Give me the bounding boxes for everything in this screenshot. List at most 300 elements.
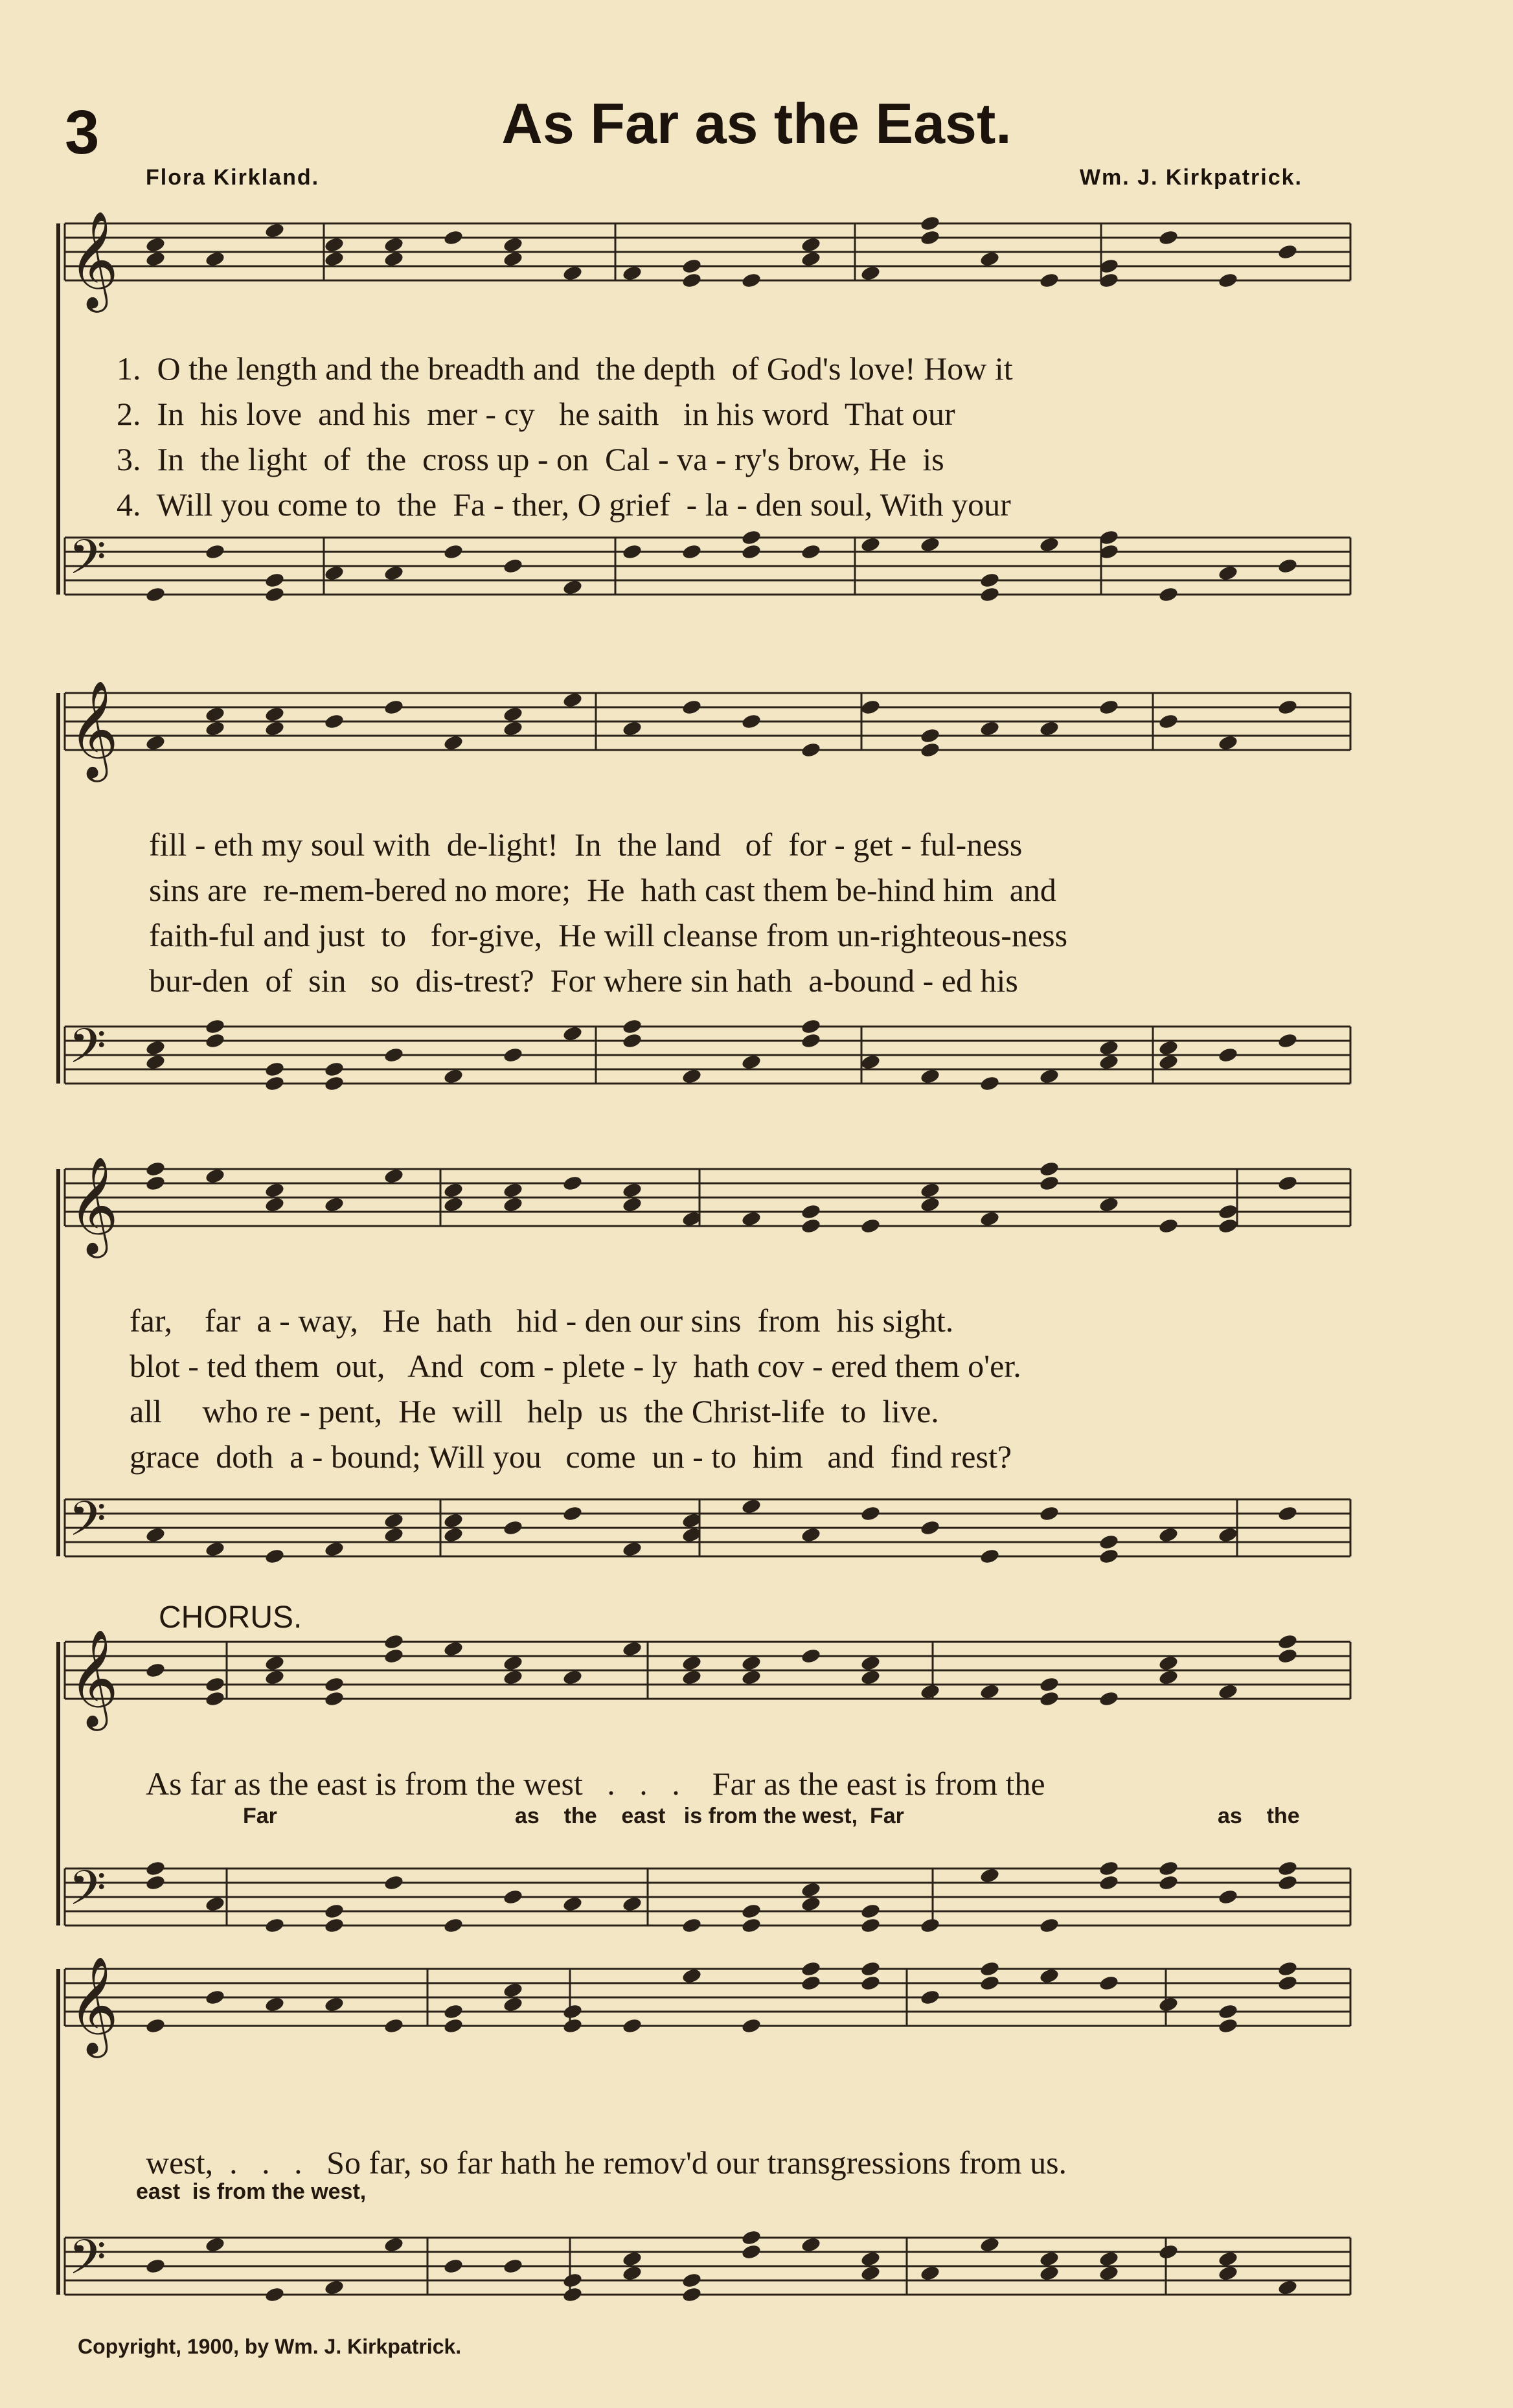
- note-head: [622, 1032, 643, 1049]
- note-head: [383, 236, 404, 253]
- note-head: [801, 251, 821, 267]
- note-head: [145, 1175, 166, 1192]
- note-head: [383, 2236, 404, 2253]
- note-head: [1218, 1683, 1238, 1700]
- note-head: [503, 1519, 523, 1536]
- note-head: [145, 1662, 166, 1679]
- note-head: [205, 251, 225, 267]
- note-head: [920, 1068, 940, 1085]
- clef-glyph: 𝄞: [69, 1955, 119, 2054]
- note-head: [860, 2265, 881, 2282]
- note-head: [383, 699, 404, 716]
- note-head: [979, 1683, 1000, 1700]
- note-head: [1158, 1996, 1179, 2013]
- verse-2-line-2: sins are re-mem-bered no more; He hath cast them be-hind him and: [149, 872, 1056, 908]
- note-head: [383, 1168, 404, 1185]
- verse-3-line-1: 3. In the light of the cross up - on Cal - va - ry's brow, He is: [117, 441, 944, 477]
- note-head: [503, 1996, 523, 2013]
- note-head: [1039, 1505, 1060, 1522]
- note-head: [562, 2286, 583, 2303]
- verse-1-line-1: 1. O the length and the breadth and the depth of God's love! How it: [117, 350, 1013, 387]
- note-head: [145, 586, 166, 603]
- note-head: [801, 1960, 821, 1977]
- note-head: [264, 1669, 285, 1686]
- note-head: [681, 258, 702, 275]
- note-head: [860, 1655, 881, 1672]
- clef-glyph: 𝄢: [69, 1018, 106, 1086]
- note-head: [920, 215, 940, 232]
- note-head: [503, 1047, 523, 1063]
- note-head: [681, 1917, 702, 1934]
- note-head: [979, 720, 1000, 737]
- note-head: [681, 1669, 702, 1686]
- note-head: [920, 1196, 940, 1213]
- note-head: [443, 1182, 464, 1199]
- note-head: [443, 229, 464, 246]
- note-head: [622, 2265, 643, 2282]
- note-head: [622, 1196, 643, 1213]
- note-head: [979, 2236, 1000, 2253]
- note-head: [503, 1196, 523, 1213]
- note-head: [801, 236, 821, 253]
- clef-glyph: 𝄢: [69, 1860, 106, 1928]
- note-head: [562, 692, 583, 709]
- note-head: [443, 734, 464, 751]
- note-head: [503, 720, 523, 737]
- note-head: [801, 1975, 821, 1992]
- note-head: [1218, 2003, 1238, 2020]
- note-head: [1277, 244, 1298, 260]
- note-head: [264, 706, 285, 723]
- clef-glyph: 𝄢: [69, 529, 106, 597]
- note-head: [741, 1210, 762, 1227]
- verse-2-line-3: blot - ted them out, And com - plete - ly hath cov - ered them o'er.: [130, 1348, 1021, 1384]
- note-head: [145, 1054, 166, 1071]
- note-head: [145, 2258, 166, 2275]
- note-head: [1277, 1175, 1298, 1192]
- note-head: [622, 720, 643, 737]
- clef-glyph: 𝄞: [69, 1628, 119, 1727]
- chorus-bass-lyric-a: Far: [243, 1804, 277, 1828]
- note-head: [622, 1641, 643, 1657]
- note-head: [1158, 2243, 1179, 2260]
- note-head: [920, 1683, 940, 1700]
- hymn-title: As Far as the East.: [501, 91, 1012, 155]
- note-head: [562, 579, 583, 596]
- verse-3-line-2: faith-ful and just to for-give, He will cleanse from un-righteous-ness: [149, 917, 1068, 953]
- note-head: [562, 1025, 583, 1042]
- note-head: [324, 1196, 345, 1213]
- note-head: [145, 734, 166, 751]
- note-head: [264, 2286, 285, 2303]
- chorus-label: CHORUS.: [159, 1600, 302, 1635]
- note-head: [979, 251, 1000, 267]
- note-head: [1039, 1676, 1060, 1693]
- note-head: [264, 720, 285, 737]
- note-head: [264, 1548, 285, 1565]
- note-head: [860, 1218, 881, 1234]
- note-head: [801, 1527, 821, 1543]
- hymn-number: 3: [65, 98, 100, 167]
- note-head: [383, 1047, 404, 1063]
- note-head: [979, 1867, 1000, 1884]
- note-head: [1158, 1655, 1179, 1672]
- note-head: [562, 1896, 583, 1913]
- note-head: [145, 1874, 166, 1891]
- note-head: [443, 1068, 464, 1085]
- note-head: [801, 1032, 821, 1049]
- note-head: [1039, 1068, 1060, 1085]
- note-head: [1098, 1548, 1119, 1565]
- note-head: [920, 1989, 940, 2006]
- note-head: [979, 1975, 1000, 1992]
- note-head: [503, 558, 523, 574]
- note-head: [1039, 720, 1060, 737]
- note-head: [1218, 2265, 1238, 2282]
- note-head: [1039, 1690, 1060, 1707]
- note-head: [1039, 1161, 1060, 1177]
- note-head: [801, 1018, 821, 1035]
- note-head: [1277, 558, 1298, 574]
- note-head: [801, 742, 821, 758]
- composer-credit: Wm. J. Kirkpatrick.: [1079, 165, 1303, 190]
- chorus-line-1: As far as the east is from the west . . . Far as the east is from the: [146, 1766, 1045, 1802]
- note-head: [145, 2017, 166, 2034]
- note-head: [145, 1039, 166, 1056]
- note-head: [1158, 586, 1179, 603]
- note-head: [1277, 1975, 1298, 1992]
- note-head: [1158, 1860, 1179, 1877]
- chorus-line-2: west, . . . So far, so far hath he remov'd our transgressions from us.: [146, 2144, 1067, 2181]
- note-head: [1158, 1054, 1179, 1071]
- note-head: [681, 1068, 702, 1085]
- note-head: [383, 2017, 404, 2034]
- note-head: [920, 1519, 940, 1536]
- chorus-bass-lyric-b: as the east is from the west, Far: [515, 1804, 904, 1828]
- note-head: [145, 1527, 166, 1543]
- note-head: [1098, 1690, 1119, 1707]
- note-head: [1158, 1527, 1179, 1543]
- note-head: [741, 713, 762, 730]
- clef-glyph: 𝄞: [69, 1155, 119, 1254]
- note-head: [324, 1676, 345, 1693]
- note-head: [741, 529, 762, 546]
- note-head: [443, 1527, 464, 1543]
- note-head: [145, 1161, 166, 1177]
- verse-2-line-1: 2. In his love and his mer - cy he saith in his word That our: [117, 396, 955, 432]
- note-head: [503, 1655, 523, 1672]
- note-head: [1218, 1527, 1238, 1543]
- note-head: [264, 586, 285, 603]
- staff-lines: [58, 223, 1350, 2295]
- note-head: [681, 2286, 702, 2303]
- note-head: [979, 1960, 1000, 1977]
- note-head: [145, 1860, 166, 1877]
- note-head: [1039, 1968, 1060, 1984]
- chorus-bass-lyric-2: east is from the west,: [136, 2179, 367, 2204]
- note-head: [1218, 565, 1238, 582]
- note-head: [503, 1889, 523, 1905]
- note-head: [205, 1676, 225, 1693]
- note-head: [383, 565, 404, 582]
- note-head: [205, 1541, 225, 1558]
- note-head: [622, 2251, 643, 2267]
- note-head: [324, 1075, 345, 1092]
- note-head: [443, 2258, 464, 2275]
- note-head: [860, 1903, 881, 1920]
- note-head: [1039, 2251, 1060, 2267]
- note-head: [622, 1541, 643, 1558]
- note-head: [383, 1874, 404, 1891]
- note-head: [801, 1648, 821, 1664]
- note-head: [264, 222, 285, 239]
- note-head: [324, 1903, 345, 1920]
- note-head: [205, 1168, 225, 1185]
- note-head: [264, 1917, 285, 1934]
- verse-3-line-3: all who re - pent, He will help us the Christ-life to live.: [130, 1393, 939, 1429]
- note-head: [1277, 1032, 1298, 1049]
- note-head: [1277, 699, 1298, 716]
- note-head: [145, 236, 166, 253]
- note-head: [860, 2251, 881, 2267]
- note-head: [1098, 1975, 1119, 1992]
- note-head: [741, 1669, 762, 1686]
- note-head: [622, 1182, 643, 1199]
- note-head: [622, 265, 643, 282]
- note-head: [860, 1054, 881, 1071]
- note-head: [324, 1690, 345, 1707]
- note-head: [860, 536, 881, 553]
- note-head: [860, 1960, 881, 1977]
- note-head: [920, 727, 940, 744]
- clef-glyph: 𝄢: [69, 1491, 106, 1559]
- note-head: [503, 706, 523, 723]
- note-head: [443, 1917, 464, 1934]
- note-head: [1218, 1889, 1238, 1905]
- note-head: [1098, 1874, 1119, 1891]
- note-head: [324, 565, 345, 582]
- note-head: [920, 2265, 940, 2282]
- note-head: [801, 1203, 821, 1220]
- note-head: [920, 742, 940, 758]
- note-head: [1158, 1218, 1179, 1234]
- note-head: [920, 536, 940, 553]
- note-head: [503, 1669, 523, 1686]
- note-head: [741, 2243, 762, 2260]
- note-head: [1039, 1917, 1060, 1934]
- note-head: [860, 1669, 881, 1686]
- note-head: [503, 1182, 523, 1199]
- note-head: [205, 2236, 225, 2253]
- note-head: [1277, 1633, 1298, 1650]
- note-head: [324, 713, 345, 730]
- note-head: [681, 699, 702, 716]
- note-head: [622, 1896, 643, 1913]
- copyright-notice: Copyright, 1900, by Wm. J. Kirkpatrick.: [78, 2335, 462, 2358]
- note-head: [324, 1541, 345, 1558]
- note-head: [920, 229, 940, 246]
- author-credit: Flora Kirkland.: [146, 165, 320, 190]
- note-head: [1277, 1874, 1298, 1891]
- note-head: [324, 1917, 345, 1934]
- note-head: [622, 543, 643, 560]
- note-head: [1098, 1860, 1119, 1877]
- note-heads: [145, 215, 1298, 2303]
- note-head: [562, 1669, 583, 1686]
- note-head: [622, 1018, 643, 1035]
- note-head: [1277, 1960, 1298, 1977]
- note-head: [1277, 1505, 1298, 1522]
- note-head: [205, 706, 225, 723]
- note-head: [562, 2003, 583, 2020]
- note-head: [860, 1917, 881, 1934]
- note-head: [145, 251, 166, 267]
- note-head: [1158, 229, 1179, 246]
- note-head: [503, 251, 523, 267]
- note-head: [979, 1210, 1000, 1227]
- note-head: [264, 1655, 285, 1672]
- note-head: [264, 1996, 285, 2013]
- note-head: [383, 1527, 404, 1543]
- note-head: [681, 1655, 702, 1672]
- note-head: [264, 572, 285, 589]
- note-head: [1158, 713, 1179, 730]
- note-head: [741, 543, 762, 560]
- note-head: [1218, 272, 1238, 289]
- note-head: [264, 1075, 285, 1092]
- note-head: [920, 1182, 940, 1199]
- note-head: [1158, 1669, 1179, 1686]
- note-head: [622, 2017, 643, 2034]
- note-head: [1218, 2251, 1238, 2267]
- note-head: [860, 265, 881, 282]
- note-head: [562, 1175, 583, 1192]
- note-head: [1039, 272, 1060, 289]
- note-head: [443, 1641, 464, 1657]
- note-head: [383, 1512, 404, 1529]
- note-head: [443, 2017, 464, 2034]
- note-head: [264, 1182, 285, 1199]
- note-head: [741, 1054, 762, 1071]
- note-head: [920, 1917, 940, 1934]
- note-head: [205, 1018, 225, 1035]
- verse-4-line-3: grace doth a - bound; Will you come un - to him and find rest?: [130, 1438, 1012, 1475]
- note-head: [443, 1196, 464, 1213]
- note-head: [1098, 2265, 1119, 2282]
- note-head: [979, 1548, 1000, 1565]
- note-head: [383, 251, 404, 267]
- note-head: [205, 1032, 225, 1049]
- verse-4-line-2: bur-den of sin so dis-trest? For where sin hath a-bound - ed his: [149, 962, 1018, 999]
- note-head: [681, 2272, 702, 2289]
- note-head: [503, 1982, 523, 1999]
- note-head: [324, 251, 345, 267]
- note-head: [1039, 536, 1060, 553]
- note-head: [1098, 699, 1119, 716]
- note-head: [681, 543, 702, 560]
- note-head: [860, 699, 881, 716]
- chorus-bass-lyric-c: as the: [1218, 1804, 1300, 1828]
- note-head: [741, 2229, 762, 2246]
- note-head: [1158, 1874, 1179, 1891]
- note-head: [1158, 1039, 1179, 1056]
- note-head: [1098, 1039, 1119, 1056]
- note-head: [503, 2258, 523, 2275]
- note-head: [1218, 1047, 1238, 1063]
- note-head: [1098, 1534, 1119, 1550]
- note-head: [1218, 1218, 1238, 1234]
- note-head: [979, 1075, 1000, 1092]
- note-head: [205, 720, 225, 737]
- note-head: [741, 272, 762, 289]
- note-head: [801, 1896, 821, 1913]
- note-head: [681, 272, 702, 289]
- note-head: [979, 572, 1000, 589]
- note-head: [1039, 1175, 1060, 1192]
- note-head: [383, 1633, 404, 1650]
- note-head: [562, 265, 583, 282]
- note-head: [1277, 2279, 1298, 2296]
- note-head: [324, 1996, 345, 2013]
- note-head: [741, 1498, 762, 1515]
- note-head: [1218, 734, 1238, 751]
- clef-glyph: 𝄞: [69, 210, 119, 308]
- verse-1-line-3: far, far a - way, He hath hid - den our sins from his sight.: [130, 1302, 954, 1339]
- note-head: [741, 1917, 762, 1934]
- note-head: [562, 2272, 583, 2289]
- note-head: [801, 543, 821, 560]
- note-head: [264, 1061, 285, 1078]
- note-head: [324, 1061, 345, 1078]
- clef-glyph: 𝄢: [69, 2229, 106, 2297]
- clefs: [69, 210, 119, 2297]
- note-head: [860, 1975, 881, 1992]
- verse-1-line-2: fill - eth my soul with de-light! In the land of for - get - ful-ness: [149, 826, 1023, 863]
- note-head: [562, 1505, 583, 1522]
- note-head: [741, 1655, 762, 1672]
- note-head: [562, 2017, 583, 2034]
- note-head: [205, 543, 225, 560]
- note-head: [979, 586, 1000, 603]
- note-head: [741, 2017, 762, 2034]
- note-head: [205, 1989, 225, 2006]
- note-head: [503, 236, 523, 253]
- note-head: [324, 236, 345, 253]
- note-head: [801, 2236, 821, 2253]
- note-head: [205, 1690, 225, 1707]
- clef-glyph: 𝄞: [69, 679, 119, 778]
- note-head: [1039, 2265, 1060, 2282]
- note-head: [860, 1505, 881, 1522]
- note-head: [1218, 1203, 1238, 1220]
- note-head: [1098, 2251, 1119, 2267]
- note-head: [264, 1196, 285, 1213]
- note-head: [383, 1648, 404, 1664]
- verse-4-line-1: 4. Will you come to the Fa - ther, O grief - la - den soul, With your: [117, 486, 1011, 523]
- note-head: [1218, 2017, 1238, 2034]
- note-head: [1098, 1196, 1119, 1213]
- note-head: [443, 543, 464, 560]
- note-head: [205, 1896, 225, 1913]
- note-head: [1277, 1860, 1298, 1877]
- note-head: [801, 1881, 821, 1898]
- note-head: [741, 1903, 762, 1920]
- note-head: [681, 1968, 702, 1984]
- note-head: [443, 2003, 464, 2020]
- note-head: [443, 1512, 464, 1529]
- note-head: [1277, 1648, 1298, 1664]
- note-head: [324, 2279, 345, 2296]
